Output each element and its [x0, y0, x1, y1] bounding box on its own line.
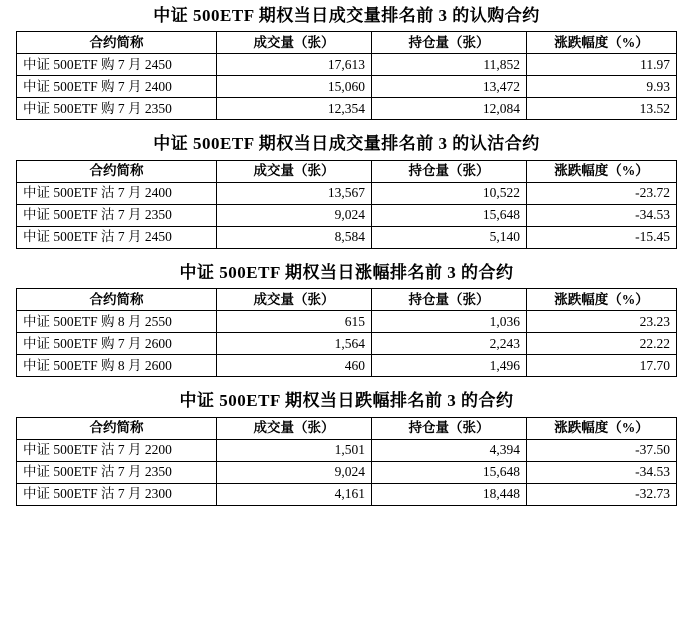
column-header-volume: 成交量（张） — [217, 417, 372, 439]
cell-change: 17.70 — [527, 355, 677, 377]
table-row — [17, 98, 677, 120]
section-spacer — [0, 377, 693, 385]
column-header-contract: 合约简称 — [17, 32, 217, 54]
section-top-gainers — [0, 257, 693, 377]
cell-contract: 中证 500ETF 沽 7 月 2350 — [17, 204, 217, 226]
cell-volume: 12,354 — [217, 98, 372, 120]
cell-open-interest: 5,140 — [372, 226, 527, 248]
column-header-change: 涨跌幅度（%） — [527, 289, 677, 311]
table-row — [17, 204, 677, 226]
cell-open-interest: 1,036 — [372, 311, 527, 333]
column-header-volume: 成交量（张） — [217, 289, 372, 311]
data-table — [16, 288, 677, 377]
cell-contract: 中证 500ETF 沽 7 月 2300 — [17, 483, 217, 505]
table-header-row — [17, 32, 677, 54]
table-row — [17, 54, 677, 76]
column-header-volume: 成交量（张） — [217, 160, 372, 182]
cell-volume: 615 — [217, 311, 372, 333]
cell-volume: 460 — [217, 355, 372, 377]
cell-contract: 中证 500ETF 购 7 月 2450 — [17, 54, 217, 76]
cell-open-interest: 18,448 — [372, 483, 527, 505]
table-row — [17, 311, 677, 333]
column-header-change: 涨跌幅度（%） — [527, 32, 677, 54]
table-row — [17, 461, 677, 483]
cell-contract: 中证 500ETF 购 8 月 2550 — [17, 311, 217, 333]
cell-volume: 4,161 — [217, 483, 372, 505]
section-call-volume — [0, 0, 693, 120]
column-header-open-interest: 持仓量（张） — [372, 32, 527, 54]
column-header-change: 涨跌幅度（%） — [527, 160, 677, 182]
cell-volume: 9,024 — [217, 204, 372, 226]
cell-change: 23.23 — [527, 311, 677, 333]
cell-change: -34.53 — [527, 204, 677, 226]
cell-open-interest: 12,084 — [372, 98, 527, 120]
cell-contract: 中证 500ETF 购 8 月 2600 — [17, 355, 217, 377]
column-header-contract: 合约简称 — [17, 289, 217, 311]
cell-contract: 中证 500ETF 沽 7 月 2350 — [17, 461, 217, 483]
column-header-open-interest: 持仓量（张） — [372, 160, 527, 182]
cell-volume: 8,584 — [217, 226, 372, 248]
cell-change: -32.73 — [527, 483, 677, 505]
cell-open-interest: 15,648 — [372, 461, 527, 483]
cell-change: -23.72 — [527, 182, 677, 204]
cell-open-interest: 10,522 — [372, 182, 527, 204]
cell-volume: 9,024 — [217, 461, 372, 483]
section-spacer — [0, 120, 693, 128]
section-title: 中证 500ETF 期权当日涨幅排名前 3 的合约 — [179, 262, 514, 282]
column-header-contract: 合约简称 — [17, 417, 217, 439]
section-title: 中证 500ETF 期权当日成交量排名前 3 的认购合约 — [153, 6, 540, 25]
cell-change: -34.53 — [527, 461, 677, 483]
cell-open-interest: 13,472 — [372, 76, 527, 98]
section-spacer — [0, 249, 693, 257]
table-row — [17, 76, 677, 98]
table-row — [17, 333, 677, 355]
cell-volume: 17,613 — [217, 54, 372, 76]
cell-volume: 1,501 — [217, 439, 372, 461]
table-header-row — [17, 417, 677, 439]
cell-change: 11.97 — [527, 54, 677, 76]
cell-open-interest: 1,496 — [372, 355, 527, 377]
cell-change: -15.45 — [527, 226, 677, 248]
table-header-row — [17, 289, 677, 311]
cell-change: 13.52 — [527, 98, 677, 120]
column-header-open-interest: 持仓量（张） — [372, 417, 527, 439]
table-row — [17, 483, 677, 505]
cell-volume: 1,564 — [217, 333, 372, 355]
column-header-open-interest: 持仓量（张） — [372, 289, 527, 311]
cell-open-interest: 2,243 — [372, 333, 527, 355]
table-row — [17, 439, 677, 461]
column-header-change: 涨跌幅度（%） — [527, 417, 677, 439]
section-top-losers — [0, 385, 693, 505]
table-row — [17, 226, 677, 248]
cell-change: 22.22 — [527, 333, 677, 355]
column-header-volume: 成交量（张） — [217, 32, 372, 54]
table-header-row — [17, 160, 677, 182]
cell-volume: 15,060 — [217, 76, 372, 98]
table-row — [17, 182, 677, 204]
cell-open-interest: 15,648 — [372, 204, 527, 226]
cell-open-interest: 11,852 — [372, 54, 527, 76]
cell-contract: 中证 500ETF 购 7 月 2350 — [17, 98, 217, 120]
data-table — [16, 160, 677, 249]
data-table — [16, 31, 677, 120]
cell-contract: 中证 500ETF 购 7 月 2600 — [17, 333, 217, 355]
cell-contract: 中证 500ETF 沽 7 月 2400 — [17, 182, 217, 204]
cell-contract: 中证 500ETF 沽 7 月 2200 — [17, 439, 217, 461]
section-title: 中证 500ETF 期权当日成交量排名前 3 的认沽合约 — [153, 134, 540, 154]
cell-open-interest: 4,394 — [372, 439, 527, 461]
column-header-contract: 合约简称 — [17, 160, 217, 182]
section-put-volume — [0, 128, 693, 248]
data-table — [16, 417, 677, 506]
cell-contract: 中证 500ETF 购 7 月 2400 — [17, 76, 217, 98]
cell-change: -37.50 — [527, 439, 677, 461]
cell-change: 9.93 — [527, 76, 677, 98]
section-title: 中证 500ETF 期权当日跌幅排名前 3 的合约 — [179, 391, 514, 411]
cell-volume: 13,567 — [217, 182, 372, 204]
cell-contract: 中证 500ETF 沽 7 月 2450 — [17, 226, 217, 248]
table-row — [17, 355, 677, 377]
